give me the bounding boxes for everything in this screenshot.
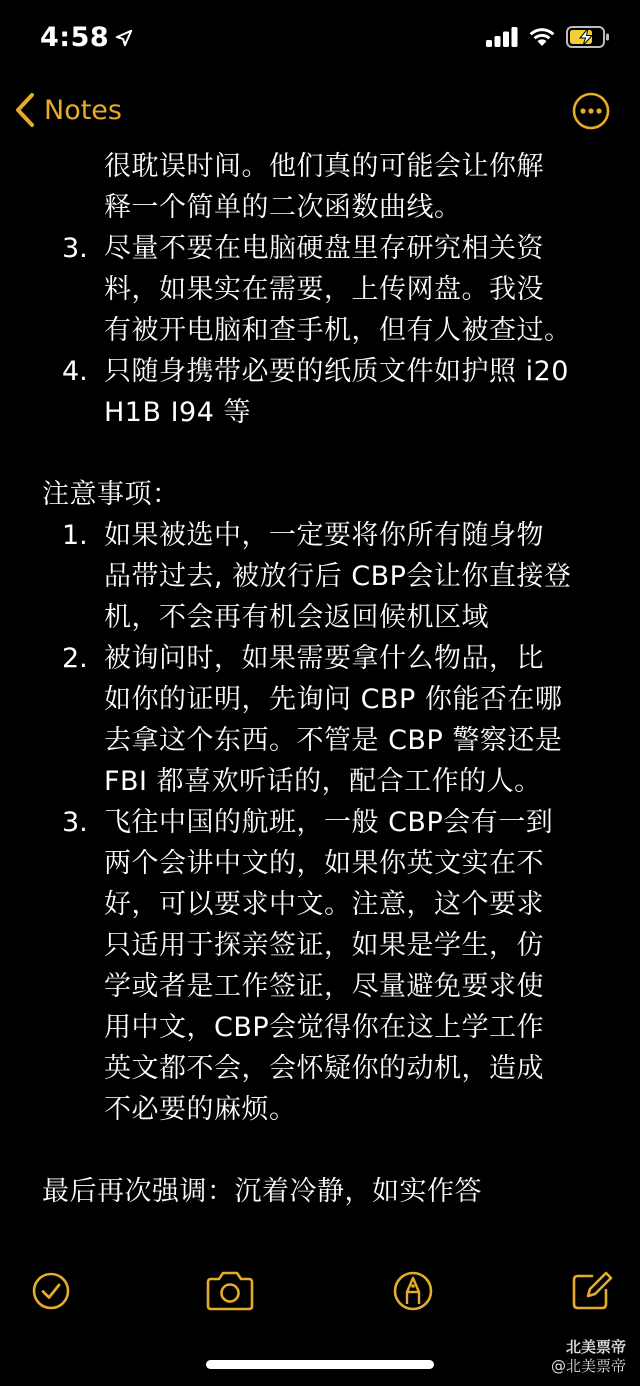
note-heading-line: 注意事项：	[42, 479, 180, 510]
back-label: Notes	[44, 94, 122, 126]
note-line: 尽量不要在电脑硬盘里存研究相关资	[104, 233, 544, 264]
note-line: 释一个简单的二次函数曲线。	[104, 192, 462, 223]
note-line: H1B I94 等	[104, 397, 251, 428]
watermark-top: 北美票帝	[565, 1338, 626, 1356]
note-line: 学或者是工作签证，尽量避免要求使	[104, 971, 544, 1002]
wifi-icon	[528, 27, 556, 47]
home-indicator[interactable]	[206, 1360, 434, 1369]
note-line: FBI 都喜欢听话的，配合工作的人。	[104, 766, 542, 797]
note-line: 英文都不会，会怀疑你的动机，造成	[104, 1053, 544, 1084]
note-line: 如你的证明，先询问 CBP 你能否在哪	[104, 684, 563, 715]
status-time	[40, 22, 133, 53]
note-line: 料，如果实在需要，上传网盘。我没	[104, 274, 544, 305]
note-line: 不必要的麻烦。	[104, 1094, 297, 1125]
note-line: 只随身携带必要的纸质文件如护照 i20	[104, 356, 569, 387]
note-heading-line: 最后再次强调：沉着冷静，如实作答	[42, 1176, 482, 1207]
chevron-left-icon	[14, 92, 36, 128]
note-line: 很耽误时间。他们真的可能会让你解	[104, 151, 544, 182]
list-number: 3.	[62, 233, 88, 264]
note-body[interactable]	[0, 146, 640, 1246]
note-line: 去拿这个东西。不管是 CBP 警察还是	[104, 725, 563, 756]
bottom-toolbar	[0, 1268, 640, 1318]
list-number: 2.	[62, 643, 88, 674]
time-label: 4:58	[40, 22, 110, 53]
status-bar	[0, 0, 640, 80]
checklist-icon[interactable]	[28, 1268, 74, 1314]
list-number: 3.	[62, 807, 88, 838]
note-line: 两个会讲中文的，如果你英文实在不	[104, 848, 544, 879]
battery-charging-icon	[566, 26, 610, 48]
location-arrow-icon	[115, 29, 133, 47]
note-line: 被询问时，如果需要拿什么物品，比	[104, 643, 544, 674]
note-line: 飞往中国的航班，一般 CBP会有一到	[104, 807, 554, 838]
note-line: 品带过去, 被放行后 CBP会让你直接登	[104, 561, 572, 592]
note-line: 机，不会再有机会返回候机区域	[104, 602, 489, 633]
list-number: 1.	[62, 520, 88, 551]
list-number: 4.	[62, 356, 88, 387]
cellular-signal-icon	[486, 27, 518, 47]
note-line: 好，可以要求中文。注意，这个要求	[104, 889, 544, 920]
note-line: 如果被选中，一定要将你所有随身物	[104, 520, 544, 551]
watermark	[551, 1338, 626, 1376]
note-line: 用中文，CBP会觉得你在这上学工作	[104, 1012, 545, 1043]
note-line: 有被开电脑和查手机，但有人被查过。	[104, 315, 572, 346]
watermark-bottom: @北美票帝	[550, 1357, 626, 1375]
camera-icon[interactable]	[204, 1268, 256, 1314]
compose-icon[interactable]	[568, 1268, 614, 1314]
navigation-bar	[0, 84, 640, 144]
status-indicators	[486, 26, 610, 48]
note-line: 只适用于探亲签证，如果是学生，仿	[104, 930, 544, 961]
more-options-icon[interactable]	[572, 92, 610, 130]
markup-pen-icon[interactable]	[390, 1268, 436, 1314]
back-button[interactable]	[14, 92, 122, 128]
